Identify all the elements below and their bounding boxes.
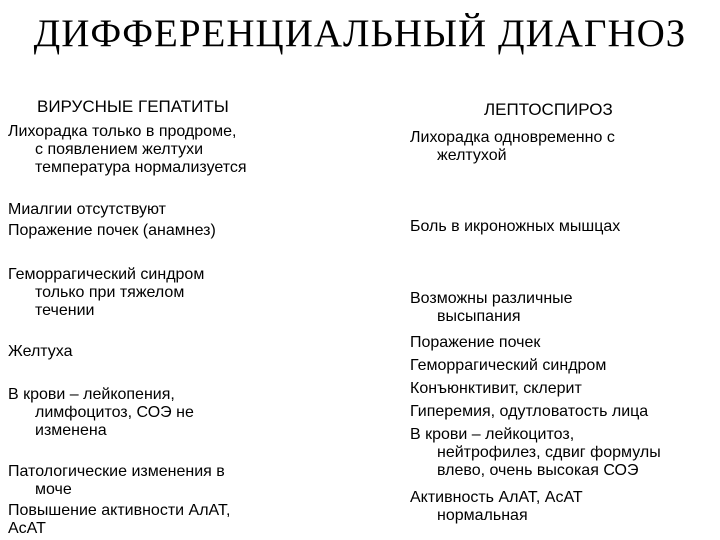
right-blood-line-1: В крови – лейкоцитоз, <box>410 426 575 443</box>
left-enzymes-line-1: Повышение активности АлАТ, <box>8 502 231 519</box>
left-fever-item <box>8 123 247 177</box>
left-kidney-line: Поражение почек (анамнез) <box>8 222 216 239</box>
left-blood-line-1: В крови – лейкопения, <box>8 386 175 403</box>
left-blood-line-2: лимфоцитоз, СОЭ не <box>35 404 194 421</box>
right-hyperemia-item <box>410 403 648 421</box>
left-urine-line-2: моче <box>35 481 72 498</box>
right-conjunctivitis-line: Конъюнктивит, склерит <box>410 380 582 397</box>
right-kidney-line: Поражение почек <box>410 334 541 351</box>
right-fever-line-2: желтухой <box>437 147 507 164</box>
left-myalgia-item <box>8 201 166 219</box>
left-myalgia-line: Миалгии отсутствуют <box>8 201 166 218</box>
left-urine-line-1: Патологические изменения в <box>8 463 225 480</box>
left-jaundice-line: Желтуха <box>8 343 73 360</box>
right-rash-item <box>410 290 573 326</box>
right-blood-line-2: нейтрофилез, сдвиг формулы <box>437 444 661 461</box>
left-blood-line-3: изменена <box>35 422 107 439</box>
page-title: ДИФФЕРЕНЦИАЛЬНЫЙ ДИАГНОЗ <box>33 12 687 55</box>
left-blood-item <box>8 386 194 440</box>
left-fever-line-1: Лихорадка только в продроме, <box>8 123 237 140</box>
left-hemorrhagic-item <box>8 266 204 320</box>
left-enzymes-line-2: АсАТ <box>8 520 46 537</box>
right-enzymes-item <box>410 489 583 525</box>
right-column-header: ЛЕПТОСПИРОЗ <box>484 100 613 119</box>
right-hemorrhagic-line: Геморрагический синдром <box>410 357 607 374</box>
left-hemorrhagic-line-2: только при тяжелом <box>35 284 185 301</box>
right-kidney-item <box>410 334 540 352</box>
right-enzymes-line-2: нормальная <box>437 507 528 524</box>
left-fever-line-3: температура нормализуется <box>35 159 247 176</box>
left-urine-item <box>8 463 225 499</box>
left-kidney-item <box>8 222 216 240</box>
right-hemorrhagic-item <box>410 357 606 375</box>
right-rash-line-2: высыпания <box>437 308 521 325</box>
right-blood-line-3: влево, очень высокая СОЭ <box>437 462 639 479</box>
left-column-header: ВИРУСНЫЕ ГЕПАТИТЫ <box>37 97 229 116</box>
right-hyperemia-line: Гиперемия, одутловатость лица <box>410 403 649 420</box>
left-hemorrhagic-line-1: Геморрагический синдром <box>8 266 205 283</box>
right-blood-item <box>410 426 661 480</box>
left-fever-line-2: с появлением желтухи <box>35 141 204 158</box>
right-fever-item <box>410 129 615 165</box>
right-conjunctivitis-item <box>410 380 582 398</box>
left-jaundice-item <box>8 343 73 361</box>
right-rash-line-1: Возможны различные <box>410 290 573 307</box>
left-enzymes-item <box>8 502 230 538</box>
right-fever-line-1: Лихорадка одновременно с <box>410 129 615 146</box>
right-calf-pain-line: Боль в икроножных мышцах <box>410 218 621 235</box>
right-enzymes-line-1: Активность АлАТ, АсАТ <box>410 489 583 506</box>
right-calf-pain-item <box>410 218 620 236</box>
left-hemorrhagic-line-3: течении <box>35 302 95 319</box>
